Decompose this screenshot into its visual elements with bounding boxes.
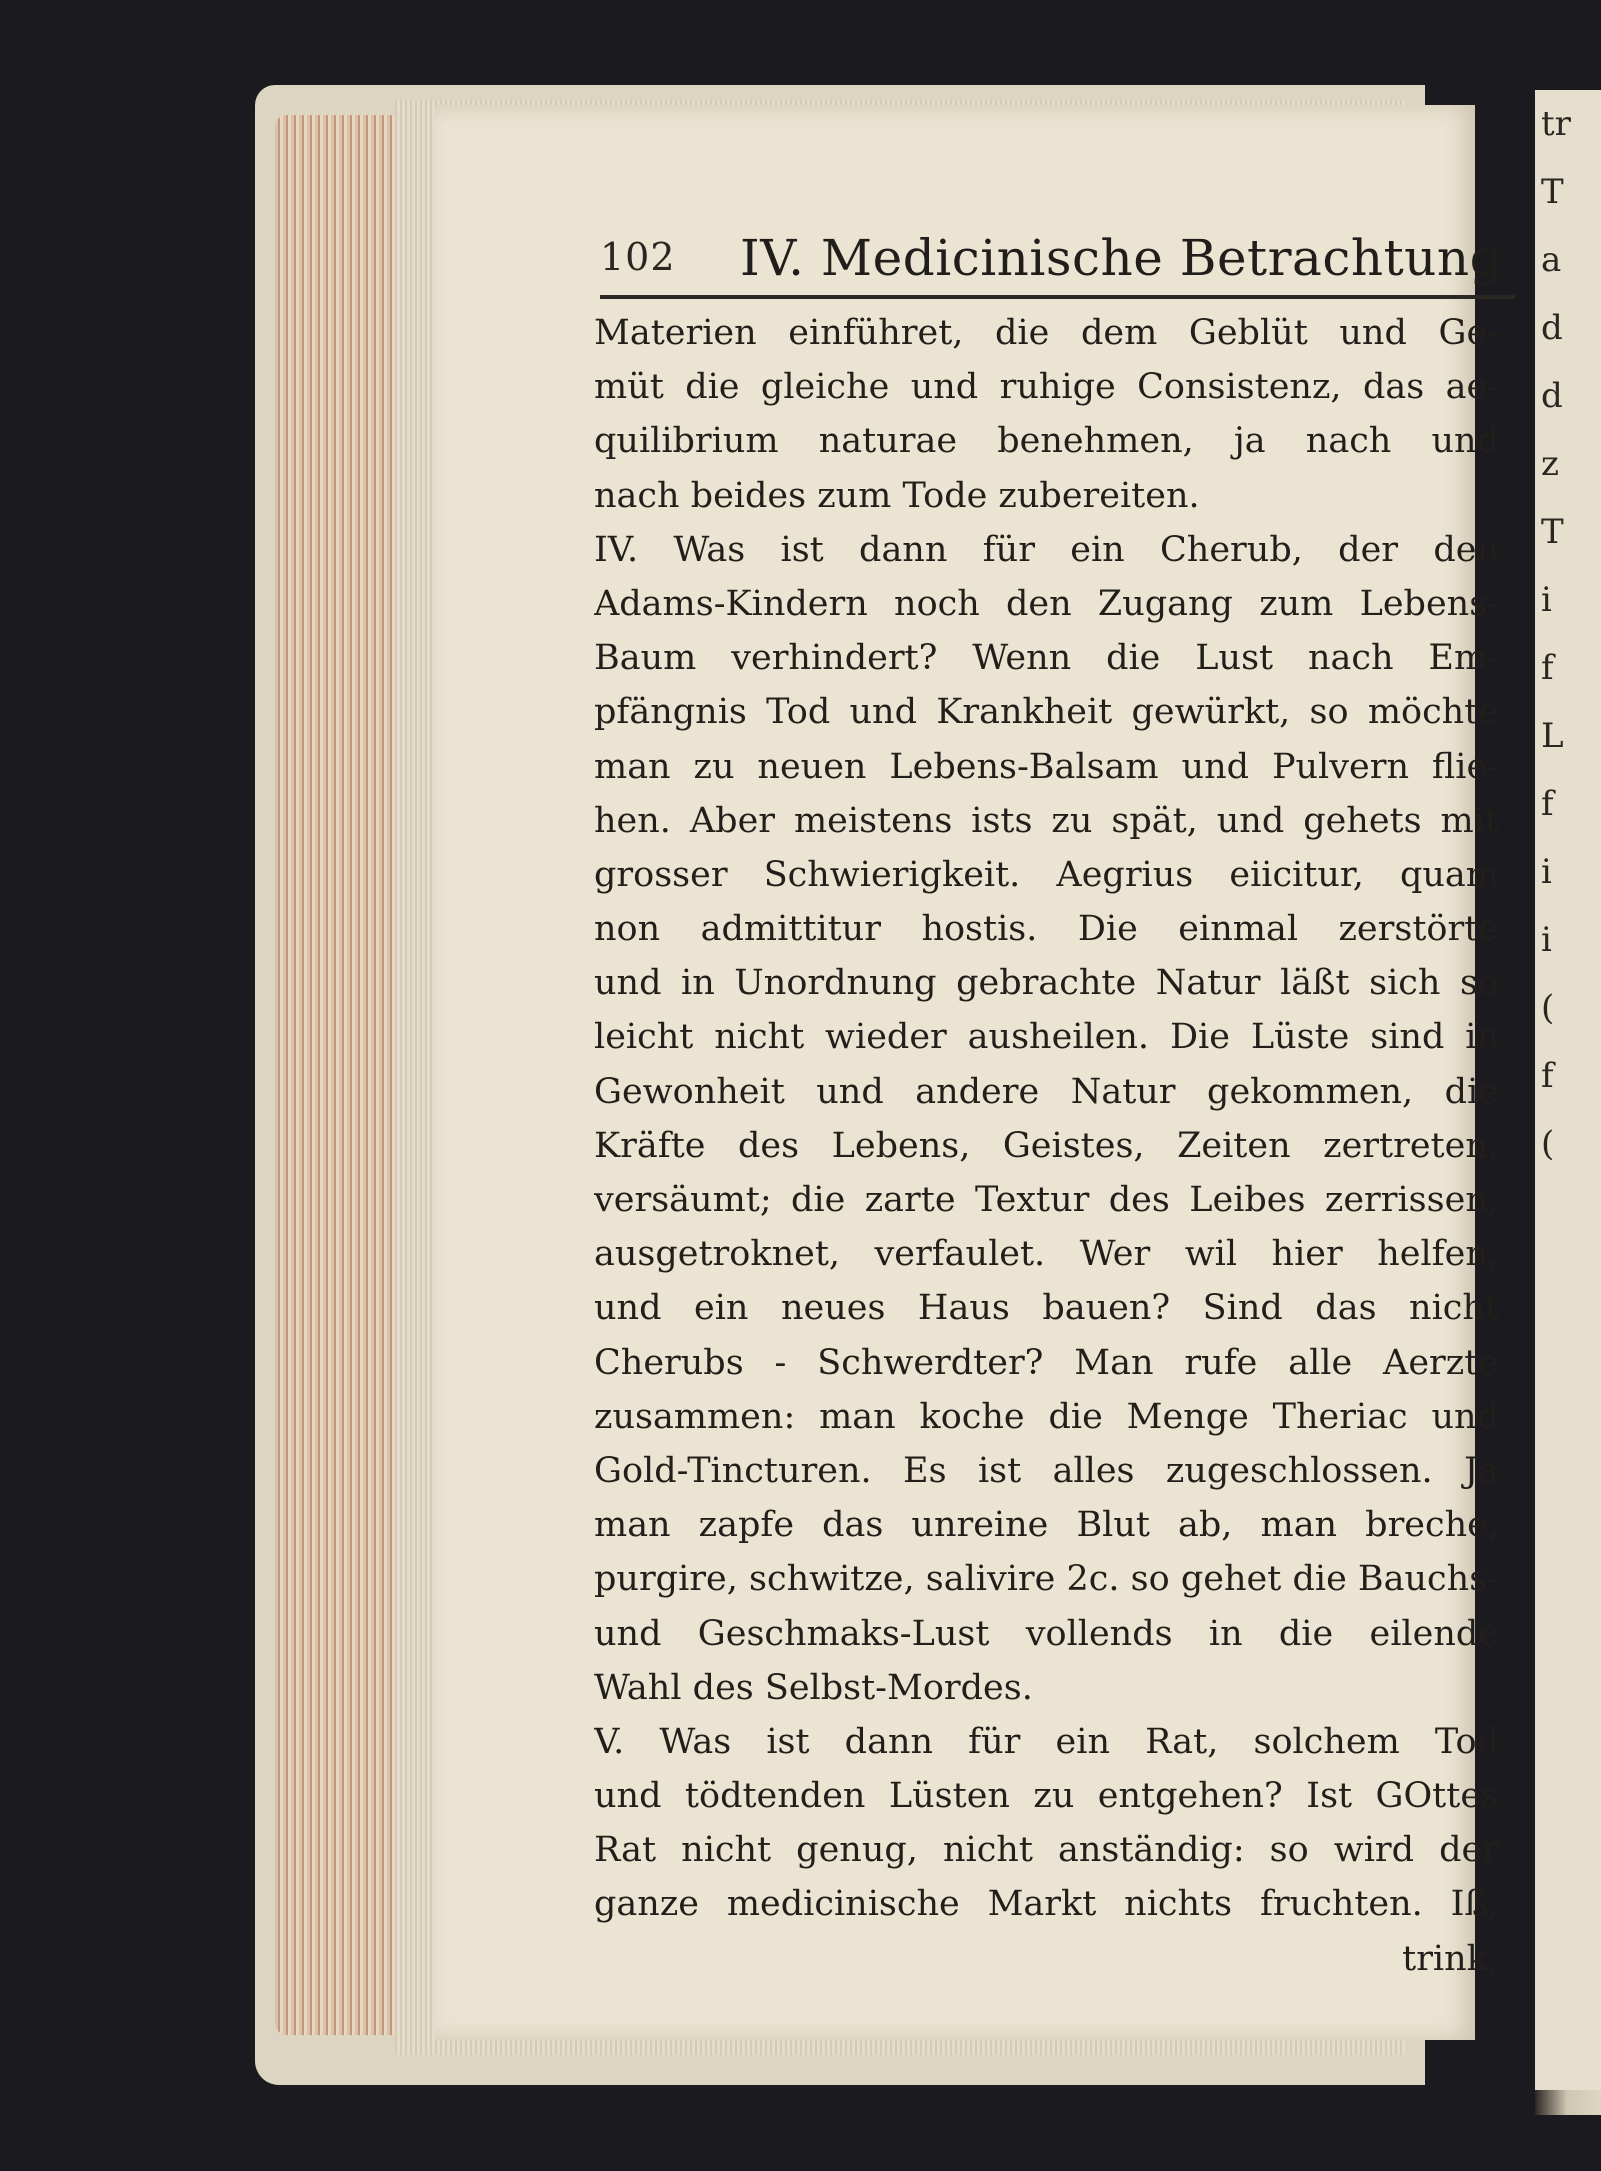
page-fore-edge	[275, 115, 395, 2035]
text-line: und in Unordnung gebrachte Natur läßt sich so	[594, 963, 1499, 1004]
text-line: Wahl des Selbst-Mordes.	[594, 1667, 1033, 1708]
text-line: leicht nicht wieder ausheilen. Die Lüste sind in	[594, 1017, 1499, 1058]
text-line: ganze medicinische Markt nichts fruchten. Iß,	[594, 1884, 1499, 1925]
catchword: trink,	[1402, 1938, 1499, 1979]
text-line: V. Was ist dann für ein Rat, solchem Tod	[594, 1721, 1499, 1762]
text-line: Adams-Kindern noch den Zugang zum Lebens-	[594, 583, 1499, 624]
text-line: und tödtenden Lüsten zu entgehen? Ist GOttes	[594, 1776, 1499, 1817]
text-line: und ein neues Haus bauen? Sind das nicht	[594, 1288, 1499, 1329]
body-text	[594, 306, 1499, 1986]
page-number: 102	[600, 235, 676, 279]
facing-page-fragment: i	[1541, 852, 1552, 892]
facing-page-fragment: T	[1541, 172, 1564, 212]
text-line: ausgetroknet, verfaulet. Wer wil hier helfen,	[594, 1234, 1499, 1275]
text-line: grosser Schwierigkeit. Aegrius eiicitur, quam	[594, 854, 1499, 895]
text-line: Baum verhindert? Wenn die Lust nach Em-	[594, 638, 1499, 679]
facing-page-fragment: d	[1541, 308, 1563, 348]
text-line: pfängnis Tod und Krankheit gewürkt, so möchte	[594, 692, 1499, 733]
text-line: IV. Was ist dann für ein Cherub, der den	[594, 529, 1499, 570]
text-line: Materien einführet, die dem Geblüt und Ge-	[594, 313, 1499, 353]
text-line: non admittitur hostis. Die einmal zerstörte	[594, 909, 1499, 950]
facing-page-fragment: a	[1541, 240, 1562, 280]
text-line: zusammen: man koche die Menge Theriac und	[594, 1396, 1499, 1437]
text-line: hen. Aber meistens ists zu spät, und gehets mit	[594, 800, 1499, 841]
facing-page-fragment: i	[1541, 920, 1552, 960]
facing-page-fragment: f	[1541, 648, 1554, 688]
facing-page-fragment: (	[1541, 1124, 1555, 1164]
text-line: Gold-Tincturen. Es ist alles zugeschlossen. Ja	[594, 1450, 1499, 1491]
text-line: Kräfte des Lebens, Geistes, Zeiten zertreten,	[594, 1125, 1499, 1166]
facing-page-fragment: i	[1541, 580, 1552, 620]
facing-page-edge	[1535, 90, 1601, 2090]
text-line: man zapfe das unreine Blut ab, man breche,	[594, 1505, 1499, 1546]
facing-page-fragment: (	[1541, 988, 1555, 1028]
facing-page-fragment: f	[1541, 784, 1554, 824]
facing-page-fragment: L	[1541, 716, 1564, 756]
text-line: purgire, schwitze, salivire 2c. so gehet die Bauchs-	[594, 1559, 1499, 1600]
text-line: Cherubs - Schwerdter? Man rufe alle Aerzte	[594, 1342, 1499, 1383]
text-line: nach beides zum Tode zubereiten.	[594, 475, 1200, 516]
header-rule	[600, 295, 1515, 299]
facing-page-fragment: d	[1541, 376, 1563, 416]
text-line: versäumt; die zarte Textur des Leibes zerrissen,	[594, 1180, 1499, 1220]
text-line: und Geschmaks-Lust vollends in die eilende	[594, 1613, 1499, 1654]
text-line: Gewonheit und andere Natur gekommen, die	[594, 1071, 1499, 1112]
text-line: Rat nicht genug, nicht anständig: so wird der	[594, 1830, 1499, 1871]
running-head: IV. Medicinische Betrachtung	[740, 229, 1503, 287]
text-line: müt die gleiche und ruhige Consistenz, das ae-	[594, 367, 1499, 408]
facing-page-fragment: z	[1541, 444, 1559, 484]
text-line: quilibrium naturae benehmen, ja nach und	[594, 421, 1499, 462]
facing-page-fragment: f	[1541, 1056, 1554, 1096]
facing-page-fragment: tr	[1541, 104, 1571, 144]
text-line: man zu neuen Lebens-Balsam und Pulvern flie-	[594, 746, 1499, 787]
page-header	[600, 229, 1512, 295]
facing-page-fragment: T	[1541, 512, 1564, 552]
